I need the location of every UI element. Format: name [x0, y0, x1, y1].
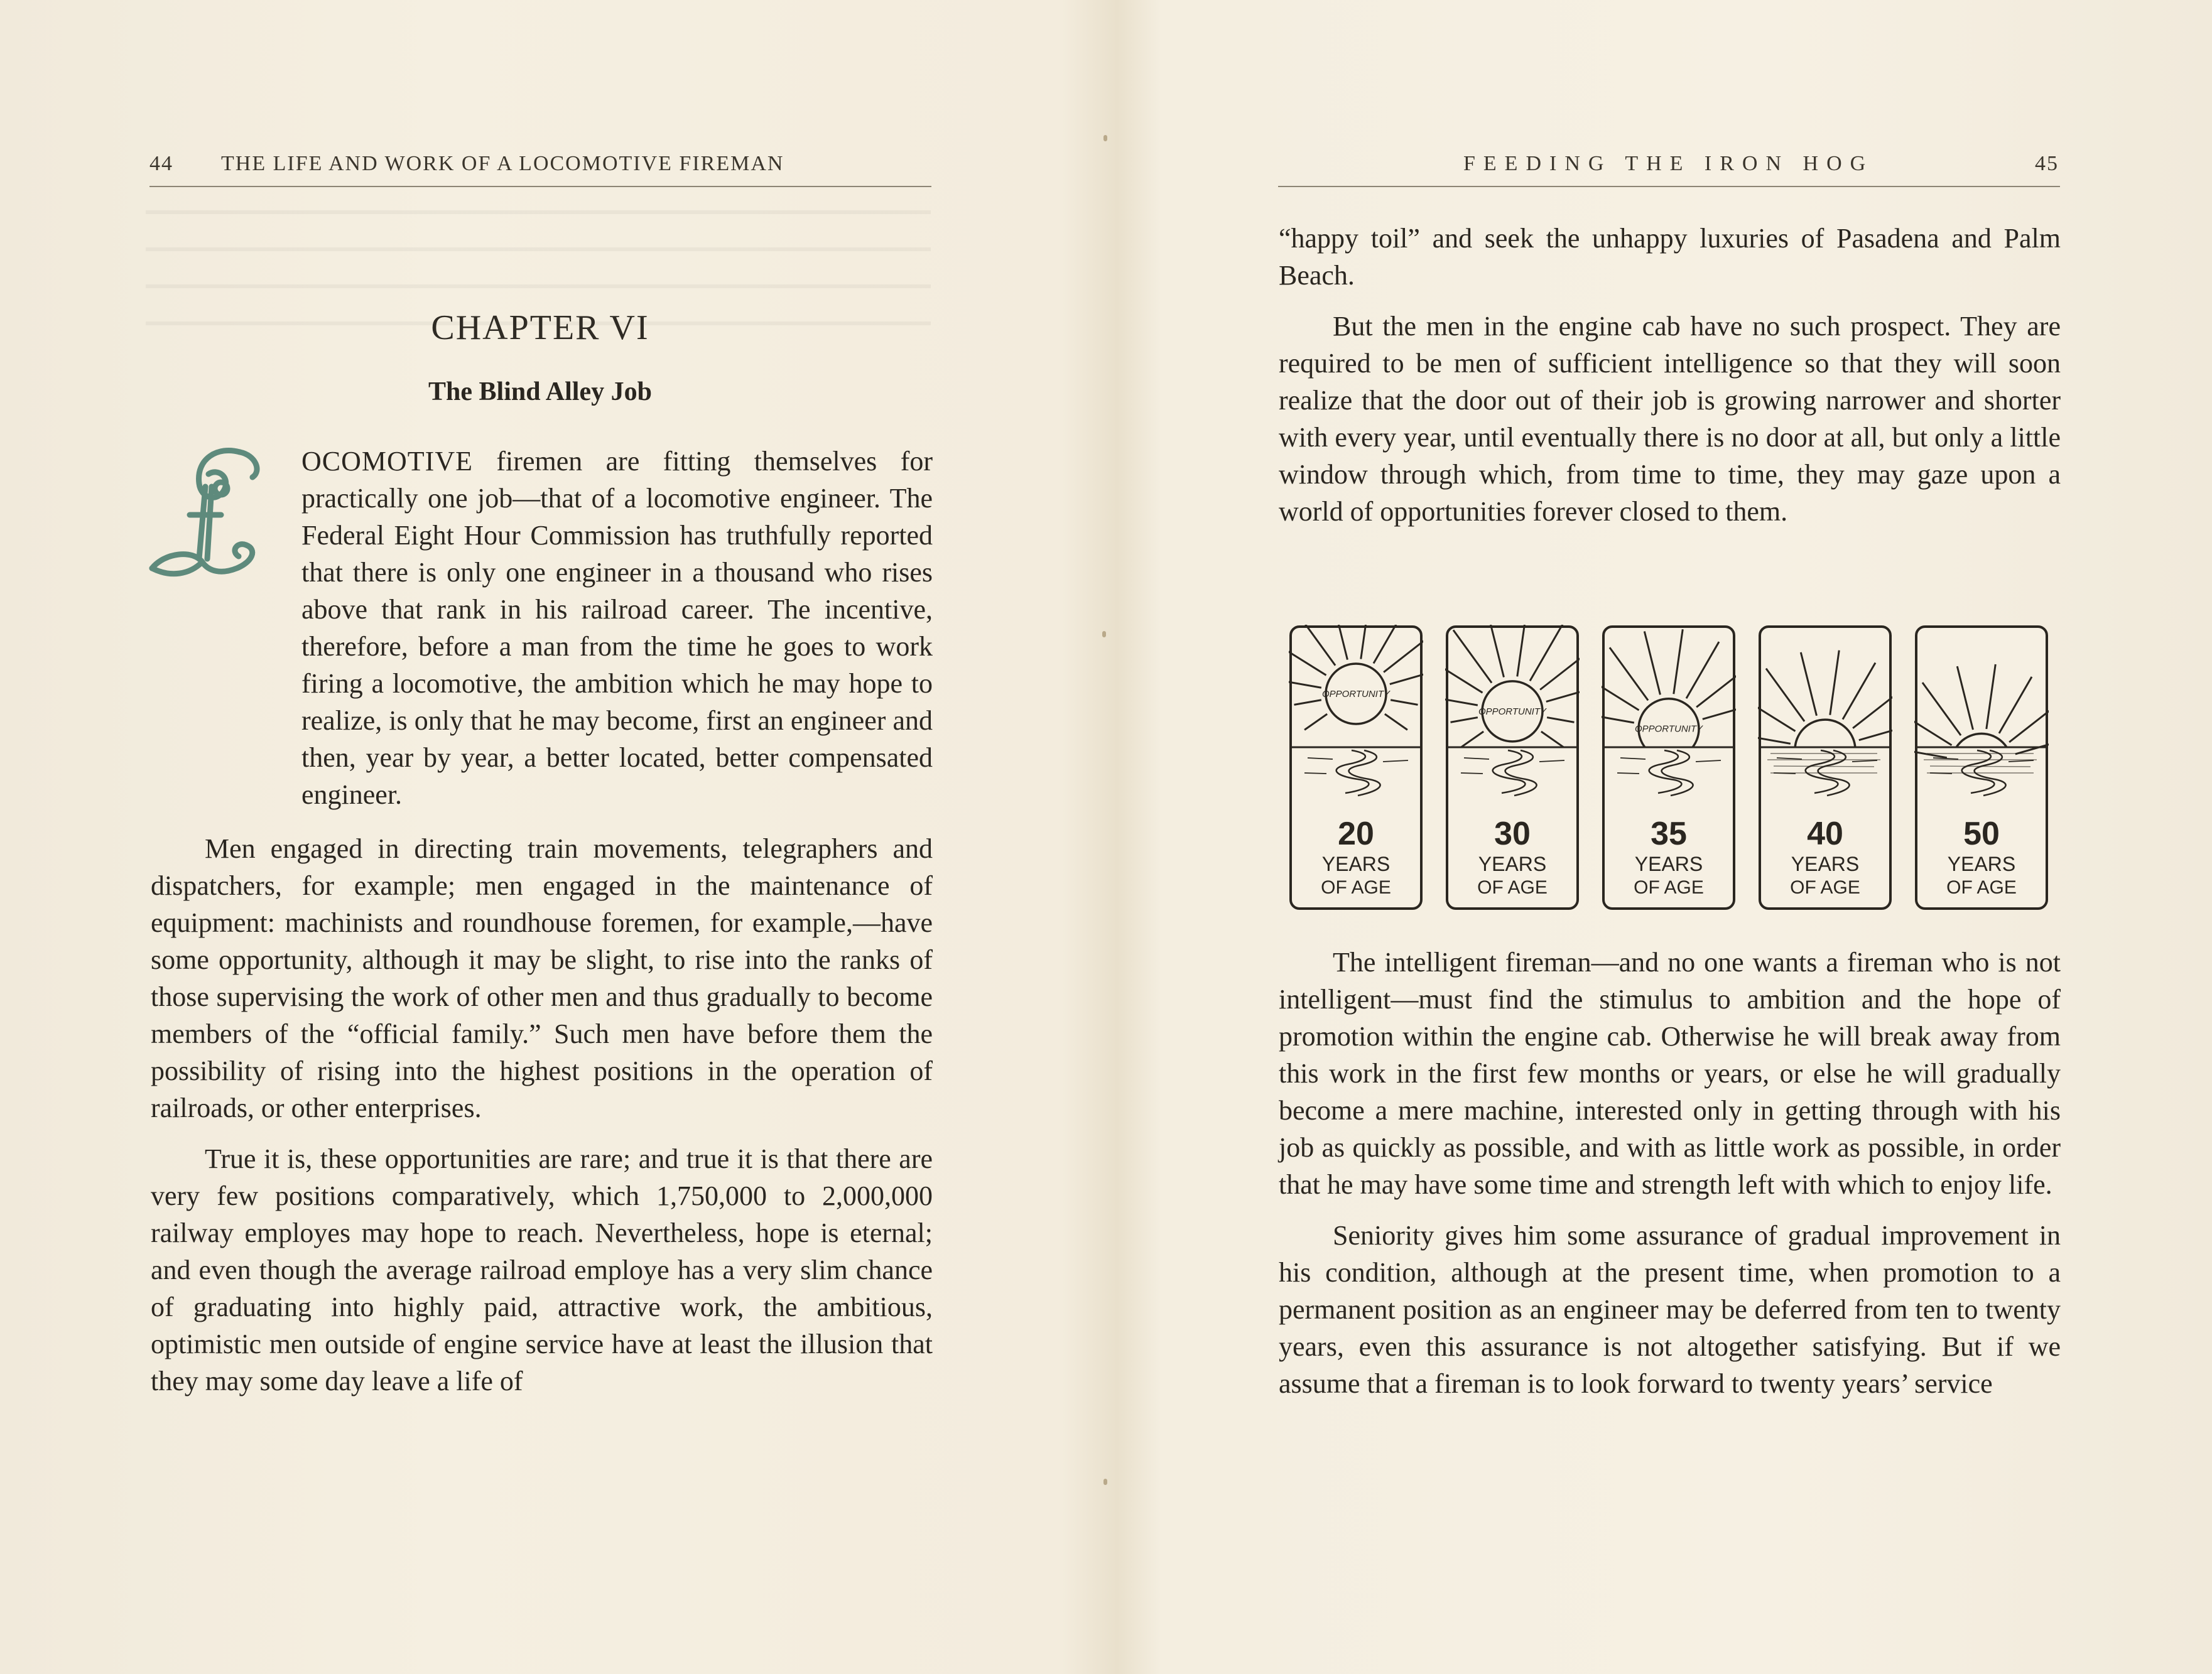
- right-paragraph: The intelligent fireman—and no one wants a fireman who is not intelligent—must find the stimulus to ambition and the hope of promotion within the engine cab. Otherwise he will break away from this work in the first few months or years, or else he will gradually become a mere machine, interested only in getting through with his job as quickly as possible, and with as little work as possible, in order that he may have some time and strength left with which to enjoy life.: [1279, 947, 2061, 1200]
- age-number: 20: [1338, 816, 1374, 852]
- right-body-bottom: [1279, 944, 2061, 1416]
- age-panel: [1758, 625, 1892, 910]
- age-panel: [1602, 625, 1736, 910]
- sun-label: OPPORTUNITY: [1478, 706, 1547, 717]
- of-age-label: OF AGE: [1634, 877, 1704, 898]
- left-page: [0, 0, 1105, 1674]
- first-paragraph-text: firemen are fitting themselves for practically one job—that of a locomotive engineer. The Federal Eight Hour Commission has truthfully reported that there is only one engineer in a thousand who rises above that rank in his railroad career. The incentive, therefore, before a man from the time he goes to work firing a locomotive, the ambition which he may hope to realize, is only that he may become, first an engineer and then, year by year, a better located, better compensated engineer.: [301, 446, 933, 810]
- first-paragraph: [301, 443, 933, 813]
- age-panel: [1445, 625, 1580, 910]
- sun-label: OPPORTUNITY: [1321, 689, 1391, 699]
- age-number: 50: [1963, 816, 2000, 852]
- opportunity-illustration: [1289, 625, 2049, 910]
- years-label: YEARS: [1478, 853, 1547, 875]
- of-age-label: OF AGE: [1321, 877, 1391, 898]
- of-age-label: OF AGE: [1946, 877, 2017, 898]
- left-header-rule: [149, 186, 931, 187]
- age-panel: [1914, 625, 2049, 910]
- years-label: YEARS: [1634, 853, 1703, 875]
- right-page-number: 45: [2035, 152, 2059, 175]
- left-paragraph: Men engaged in directing train movements, telegraphers and dispatchers, for example; men engaged in the maintenance of equipment: machinists and roundhouse foremen, for example,—have some opportunity, although it may be slight, to rise into the ranks of those supervising the work of other men and thus gradually to become members of the “official family.” Such men have before them the possibility of rising into the highest positions in the operation of railroads, or other enterprises.: [151, 833, 933, 1123]
- right-running-head: FEEDING THE IRON HOG: [1463, 152, 1874, 175]
- years-label: YEARS: [1947, 853, 2016, 875]
- age-number: 40: [1807, 816, 1843, 852]
- age-panel: [1289, 625, 1423, 910]
- chapter-subtitle: The Blind Alley Job: [428, 377, 652, 406]
- chapter-title: CHAPTER VI: [431, 308, 649, 347]
- years-label: YEARS: [1321, 853, 1391, 875]
- right-paragraph: Seniority gives him some assurance of gradual improvement in his condition, although at the present time, when promotion to a permanent position as an engineer may be deferred from ten to twenty years, even this assurance is not altogether satisfying. But if we assume that a fireman is to look forward to twenty years’ service: [1279, 1220, 2061, 1399]
- of-age-label: OF AGE: [1477, 877, 1548, 898]
- left-paragraph: True it is, these opportunities are rare; and true it is that there are very few positions comparatively, which 1,750,000 to 2,000,000 railway employes may hope to reach. Nevertheless, hope is eternal; and even though the average railroad employe has a very slim chance of graduating into highly paid, attractive work, the ambitious, optimistic men outside of engine service have at least the illusion that they may some day leave a life of: [151, 1143, 933, 1396]
- left-running-head: THE LIFE AND WORK OF A LOCOMOTIVE FIREMAN: [221, 152, 784, 175]
- age-number: 30: [1494, 816, 1531, 852]
- age-number: 35: [1651, 816, 1687, 852]
- years-label: YEARS: [1791, 853, 1860, 875]
- first-word-caps: OCOMOTIVE: [301, 446, 473, 477]
- sun-label: OPPORTUNITY: [1634, 723, 1703, 735]
- of-age-label: OF AGE: [1790, 877, 1860, 898]
- left-page-number: 44: [149, 152, 173, 175]
- right-paragraph: But the men in the engine cab have no such prospect. They are required to be men of sufficient intelligence so that they will soon realize that the door out of their job is growing narrower and shorter with every year, until eventually there is no door at all, but only a little window through which, from time to time, they may gaze upon a world of opportunities forever closed to them.: [1279, 311, 2061, 527]
- right-paragraph: “happy toil” and seek the unhappy luxuries of Pasadena and Palm Beach.: [1279, 223, 2061, 291]
- right-header-rule: [1278, 186, 2060, 187]
- right-body-top: [1279, 220, 2061, 544]
- left-body-text: [151, 830, 933, 1413]
- dropcap-l-ornament: [146, 440, 271, 584]
